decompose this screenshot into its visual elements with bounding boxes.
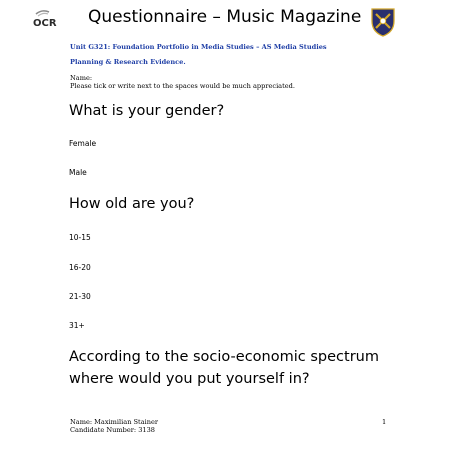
option-age-10-15: 10-15	[69, 233, 91, 242]
option-age-31-plus: 31+	[69, 321, 85, 330]
instruction-text: Please tick or write next to the spaces would be much appreciated.	[70, 82, 295, 90]
section-subheading: Planning & Research Evidence.	[70, 58, 186, 66]
option-age-16-20: 16-20	[69, 263, 91, 272]
footer-name: Name: Maximilian Stainer	[70, 418, 159, 426]
option-female: Female	[69, 139, 97, 148]
school-crest-icon	[370, 7, 396, 37]
ocr-logo-text: OCR	[33, 18, 57, 29]
option-age-21-30: 21-30	[69, 292, 91, 301]
unit-heading: Unit G321: Foundation Portfolio in Media Studies – AS Media Studies	[70, 43, 327, 51]
page-number: 1	[382, 418, 387, 426]
question-gender: What is your gender?	[69, 103, 225, 119]
footer-candidate-number: Candidate Number: 3138	[70, 426, 155, 434]
ocr-logo	[33, 8, 63, 32]
question-socio-economic-line-2: where would you put yourself in?	[69, 371, 310, 387]
option-male: Male	[69, 168, 87, 177]
name-label: Name:	[70, 74, 93, 82]
question-age: How old are you?	[69, 196, 195, 212]
question-socio-economic-line-1: According to the socio-economic spectrum	[69, 349, 379, 365]
page-title: Questionnaire – Music Magazine	[88, 7, 362, 27]
